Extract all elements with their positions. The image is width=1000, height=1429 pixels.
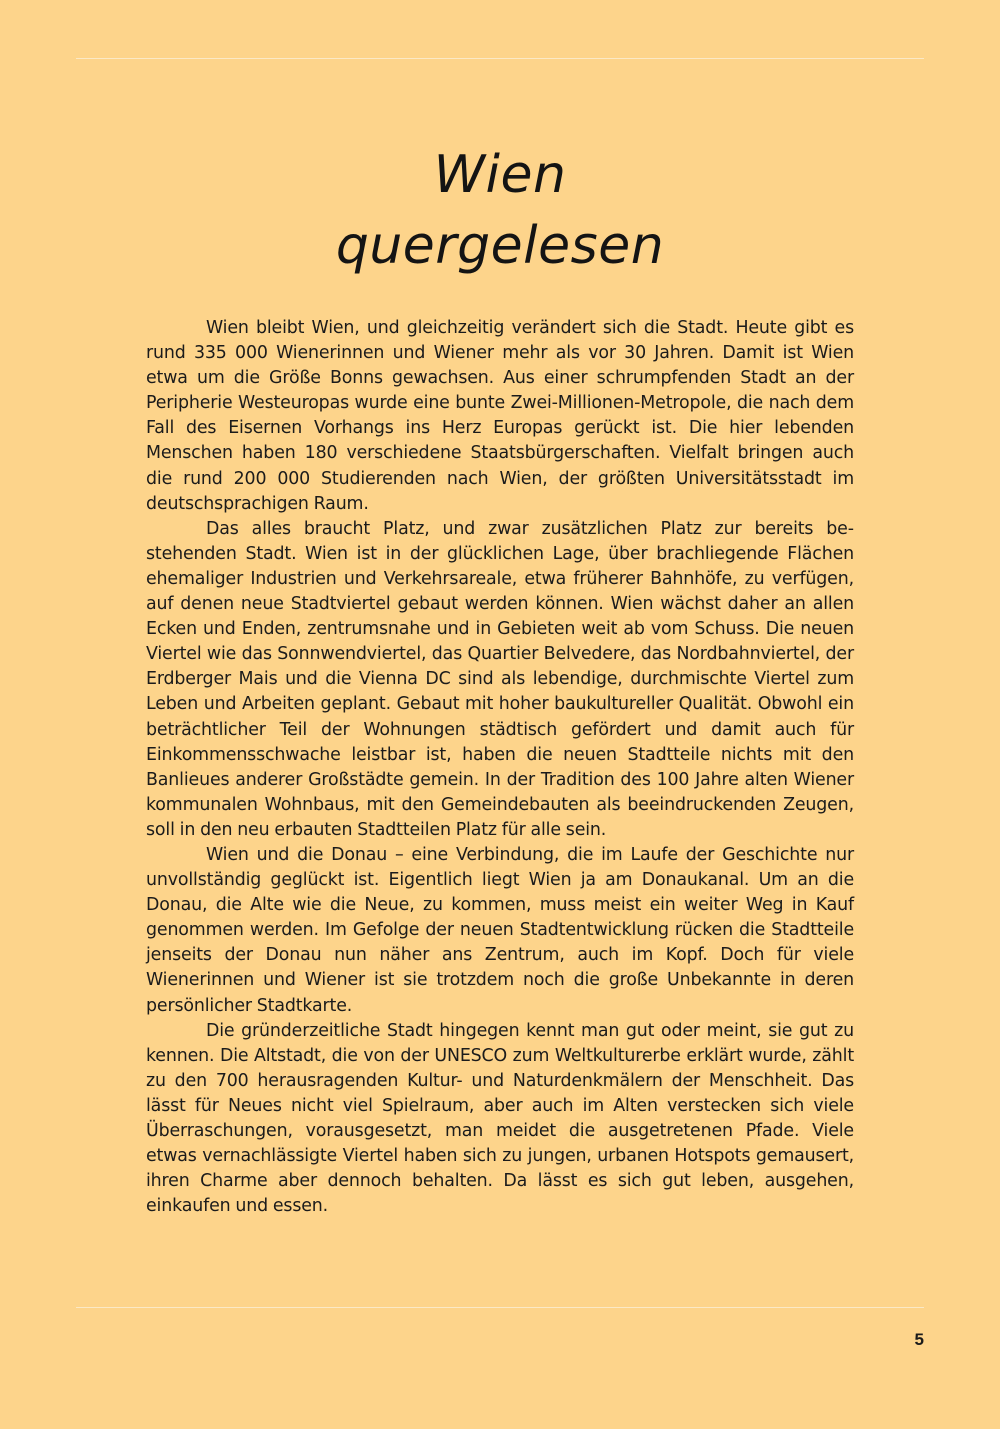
page-number: 5 — [914, 1330, 924, 1349]
article-body — [146, 316, 854, 1219]
page-title — [0, 140, 1000, 282]
paragraph-3: Wien und die Donau – eine Verbindung, die im Laufe der Geschichte nur unvollständig geglückt ist. Eigentlich liegt Wien ja am Donaukanal. Um an die Donau, die Alte wie die Neue, zu kommen, muss meist ein weiter Weg in Kauf genommen werden. Im Gefolge der neuen Stadtentwicklung rücken die Stadtteile jenseits der Donau nun näher ans Zentrum, auch im Kopf. Doch für viele Wienerinnen und Wiener ist sie trotzdem noch die große Unbekannte in deren persönlicher Stadtkarte. — [146, 844, 854, 1016]
title-line-1: Wien — [433, 145, 567, 205]
bottom-divider — [76, 1307, 924, 1308]
paragraph-2: Das alles braucht Platz, und zwar zusätzlichen Platz zur bereits bestehenden Stadt. Wien ist in der glücklichen Lage, über brachliegende Flächen ehemaliger Industrien und Verkehrsareale, etwa früherer Bahnhöfe, zu verfügen, auf denen neue Stadtviertel gebaut werden können. Wien wächst daher an allen Ecken und Enden, zentrumsnahe und in Gebieten weit ab vom Schuss. Die neuen Viertel wie das Sonnwendviertel, das Quartier Belvedere, das Nordbahnviertel, der Erdberger Mais und die Vienna DC sind als lebendige, durchmischte Viertel zum Leben und Arbeiten geplant. Gebaut mit hoher baukultureller Qualität. Obwohl ein beträchtlicher Teil der Wohnungen städtisch gefördert und damit auch für Einkommensschwache leistbar ist, haben die neuen Stadtteile nichts mit den Banlieues anderer Großstädte gemein. In der Tradition des 100 Jahre alten Wiener kommunalen Wohnbaus, mit den Gemeindebauten als beeindruckenden Zeugen, soll in den neu erbauten Stadtteilen Platz für alle sein. — [146, 518, 854, 840]
title-line-2: quergelesen — [335, 216, 665, 276]
top-divider — [76, 58, 924, 59]
paragraph-1: Wien bleibt Wien, und gleichzeitig verändert sich die Stadt. Heute gibt es rund 335 000 Wienerinnen und Wiener mehr als vor 30 Jahren. Damit ist Wien etwa um die Größe Bonns gewachsen. Aus einer schrumpfenden Stadt an der Peripherie Westeuropas wurde eine bunte Zwei-Millionen-Metropole, die nach dem Fall des Eisernen Vorhangs ins Herz Europas gerückt ist. Die hier lebenden Menschen haben 180 verschiedene Staatsbürgerschaften. Vielfalt bringen auch die rund 200 000 Studierenden nach Wien, der größten Universitätsstadt im deutschsprachigen Raum. — [146, 318, 854, 514]
paragraph-4: Die gründerzeitliche Stadt hingegen kennt man gut oder meint, sie gut zu kennen. Die Altstadt, die von der UNESCO zum Weltkulturerbe erklärt wurde, zählt zu den 700 herausragenden Kultur- und Naturdenkmälern der Menschheit. Das lässt für Neues nicht viel Spielraum, aber auch im Alten verstecken sich viele Überraschungen, vorausgesetzt, man meidet die ausgetretenen Pfade. Viele etwas vernachlässigte Viertel haben sich zu jungen, urbanen Hotspots gemausert, ihren Charme aber dennoch behalten. Da lässt es sich gut leben, ausgehen, einkaufen und essen. — [146, 1020, 854, 1217]
